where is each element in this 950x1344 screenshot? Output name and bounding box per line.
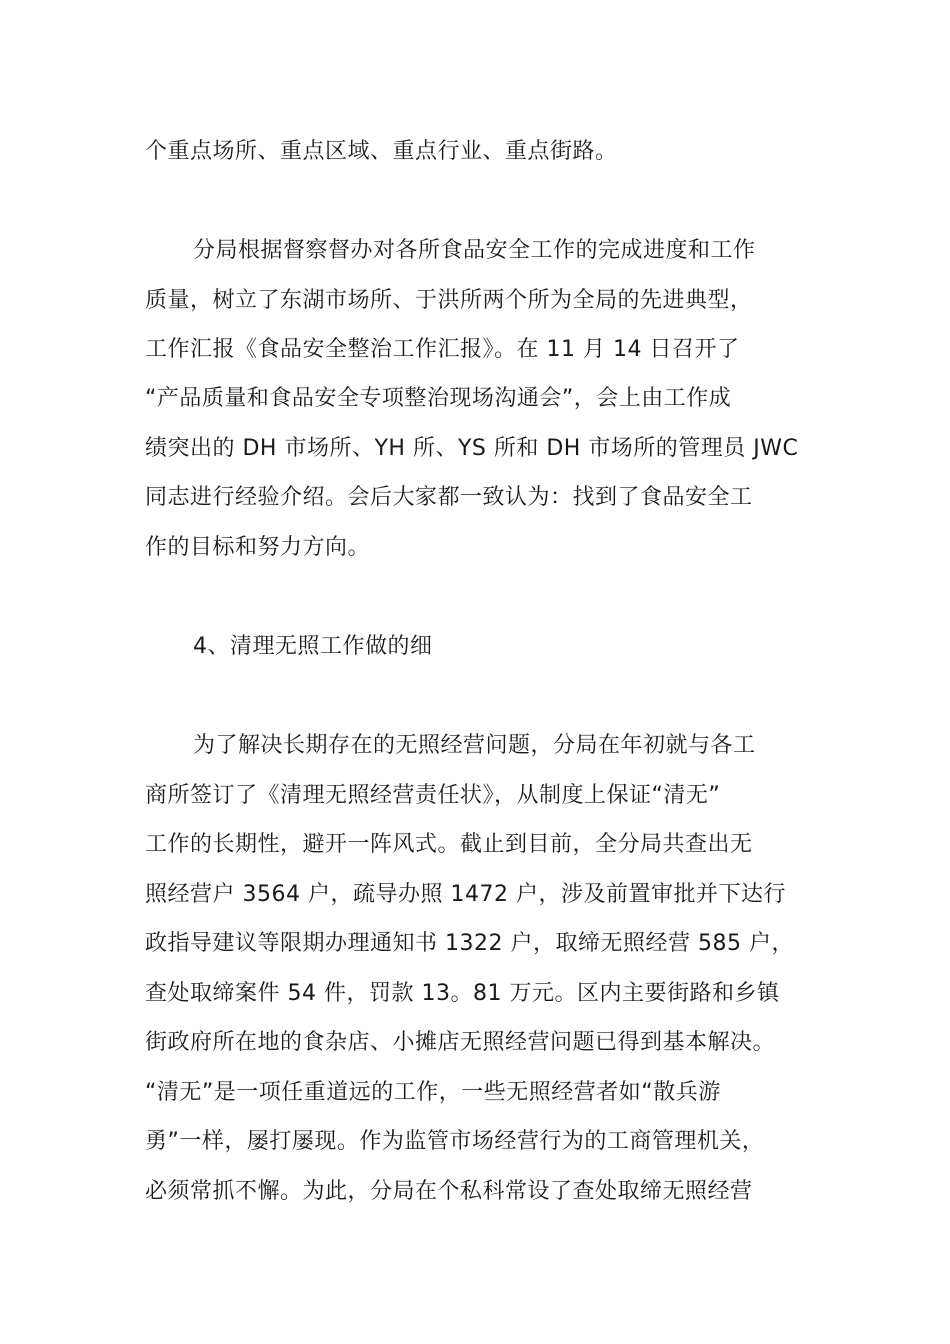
paragraph-line: 查处取缔案件 54 件，罚款 13。81 万元。区内主要街路和乡镇 (145, 981, 780, 1006)
paragraph-line: 质量，树立了东湖市场所、于洪所两个所为全局的先进典型， (145, 288, 753, 313)
paragraph-line: 作的目标和努力方向。 (145, 535, 371, 560)
paragraph-line: 政指导建议等限期办理通知书 1322 户，取缔无照经营 585 户， (145, 931, 794, 956)
paragraph-line: 工作的长期性，避开一阵风式。截止到目前，全分局共查出无 (145, 832, 753, 857)
paragraph-line: 为了解决长期存在的无照经营问题，分局在年初就与各工 (193, 733, 756, 758)
paragraph-line: 必须常抓不懈。为此，分局在个私科常设了查处取缔无照经营 (145, 1179, 753, 1204)
section-heading: 4、清理无照工作做的细 (193, 634, 433, 659)
paragraph-line: 分局根据督察督办对各所食品安全工作的完成进度和工作 (193, 238, 756, 263)
paragraph-line: “产品质量和食品安全专项整治现场沟通会”，会上由工作成 (145, 386, 732, 411)
paragraph-line: 照经营户 3564 户，疏导办照 1472 户，涉及前置审批并下达行 (145, 882, 786, 907)
paragraph-line: 工作汇报《食品安全整治工作汇报》。在 11 月 14 日召开了 (145, 337, 740, 362)
paragraph-line: 街政府所在地的食杂店、小摊店无照经营问题已得到基本解决。 (145, 1030, 776, 1055)
paragraph-line: “清无”是一项任重道远的工作，一些无照经营者如“散兵游 (145, 1080, 721, 1105)
paragraph-line: 绩突出的 DH 市场所、YH 所、YS 所和 DH 市场所的管理员 JWC (145, 436, 799, 461)
paragraph-line: 同志进行经验介绍。会后大家都一致认为：找到了食品安全工 (145, 485, 753, 510)
paragraph-line: 勇”一样，屡打屡现。作为监管市场经营行为的工商管理机关， (145, 1129, 765, 1154)
paragraph-line: 个重点场所、重点区域、重点行业、重点街路。 (145, 139, 618, 164)
paragraph-line: 商所签订了《清理无照经营责任状》，从制度上保证“清无” (145, 783, 721, 808)
